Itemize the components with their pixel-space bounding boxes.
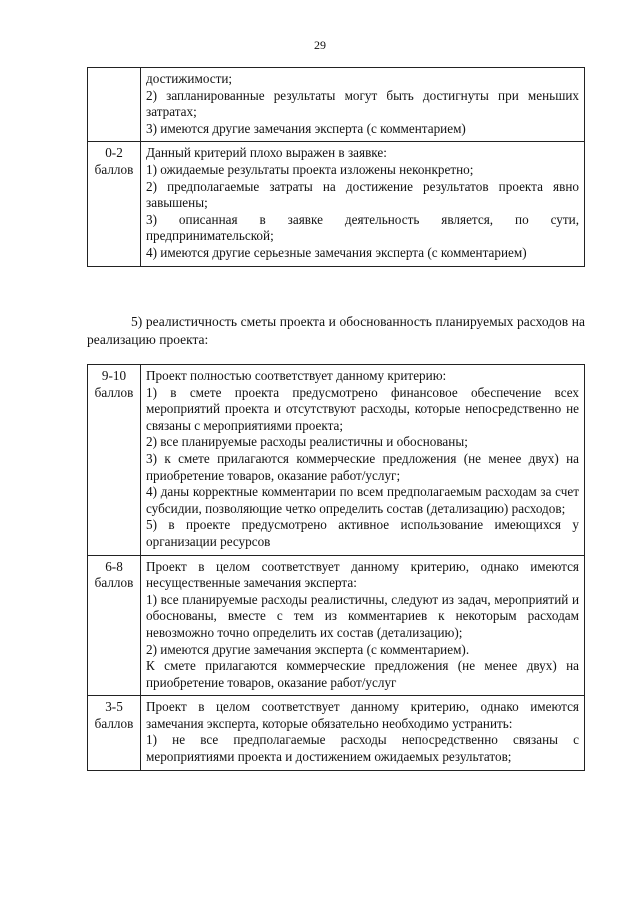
criterion-line: Данный критерий плохо выражен в заявке: bbox=[146, 145, 387, 161]
criterion-line: достижимости; bbox=[146, 71, 233, 86]
criterion-line: 4) даны корректные комментарии по всем предполагаемым расходам за счет субсидии, позволяющие четко определить состав (детализацию) расходов; bbox=[146, 484, 579, 516]
criterion-line: 2) имеются другие замечания эксперта (с комментарием). bbox=[146, 641, 470, 657]
table-row bbox=[88, 696, 585, 770]
score-cell bbox=[88, 68, 141, 142]
criterion-line: 2) предполагаемые затраты на достижение результатов проекта явно завышены; bbox=[146, 178, 579, 211]
score-cell: 0-2 баллов bbox=[88, 142, 141, 266]
table-row bbox=[88, 142, 585, 266]
score-cell: 6-8 баллов bbox=[88, 555, 141, 696]
criterion-line: Проект в целом соответствует данному критерию, однако имеются замечания эксперта, которые обязательно необходимо устранить: bbox=[146, 699, 579, 731]
page-number: 29 bbox=[314, 38, 326, 52]
criterion-line: 1) не все предполагаемые расходы непосредственно связаны с мероприятиями проекта и достижением ожидаемых результатов; bbox=[146, 732, 579, 765]
table-row bbox=[88, 555, 585, 696]
criterion-line: 1) в смете проекта предусмотрено финансовое обеспечение всех мероприятий проекта и отсутствуют расходы, которые непосредственно не связаны с мероприятиями проекта; bbox=[146, 384, 579, 433]
criteria-table-top bbox=[87, 67, 585, 267]
description-cell bbox=[141, 365, 585, 556]
criterion-line: 1) все планируемые расходы реалистичны, следуют из задач, мероприятий и обоснованы, вместе с тем из комментариев к некоторым расходам невозможно точно определить их состав (детализацию); bbox=[146, 591, 579, 640]
description-cell bbox=[141, 68, 585, 142]
score-cell: 3-5 баллов bbox=[88, 696, 141, 770]
criterion-line: 3) имеются другие замечания эксперта (с комментарием) bbox=[146, 120, 466, 136]
description-cell bbox=[141, 555, 585, 696]
criterion-line: 5) в проекте предусмотрено активное использование имеющихся у организации ресурсов bbox=[146, 517, 579, 549]
score-cell: 9-10 баллов bbox=[88, 365, 141, 556]
criterion-line: 3) описанная в заявке деятельность является, по сути, предпринимательской; bbox=[146, 211, 579, 244]
table-row bbox=[88, 68, 585, 142]
criterion-line: К смете прилагаются коммерческие предложения (не менее двух) на приобретение товаров, оказание работ/услуг bbox=[146, 658, 579, 690]
description-cell bbox=[141, 142, 585, 266]
criterion-line: 1) ожидаемые результаты проекта изложены неконкретно; bbox=[146, 161, 474, 177]
criteria-table-bottom bbox=[87, 364, 585, 771]
criterion-line: 2) все планируемые расходы реалистичны и обоснованы; bbox=[146, 434, 468, 450]
criterion-line: Проект в целом соответствует данному критерию, однако имеются несущественные замечания эксперта: bbox=[146, 558, 579, 591]
description-cell bbox=[141, 696, 585, 770]
criterion-line: 2) запланированные результаты могут быть достигнуты при меньших затратах; bbox=[146, 87, 579, 120]
criterion-line: 4) имеются другие серьезные замечания эксперта (с комментарием) bbox=[146, 244, 527, 260]
table-row bbox=[88, 365, 585, 556]
criterion-line: Проект полностью соответствует данному критерию: bbox=[146, 368, 447, 383]
section-paragraph: 5) реалистичность сметы проекта и обоснованность планируемых расходов на реализацию проекта: bbox=[87, 314, 585, 347]
criterion-line: 3) к смете прилагаются коммерческие предложения (не менее двух) на приобретение товаров, оказание работ/услуг; bbox=[146, 450, 579, 483]
